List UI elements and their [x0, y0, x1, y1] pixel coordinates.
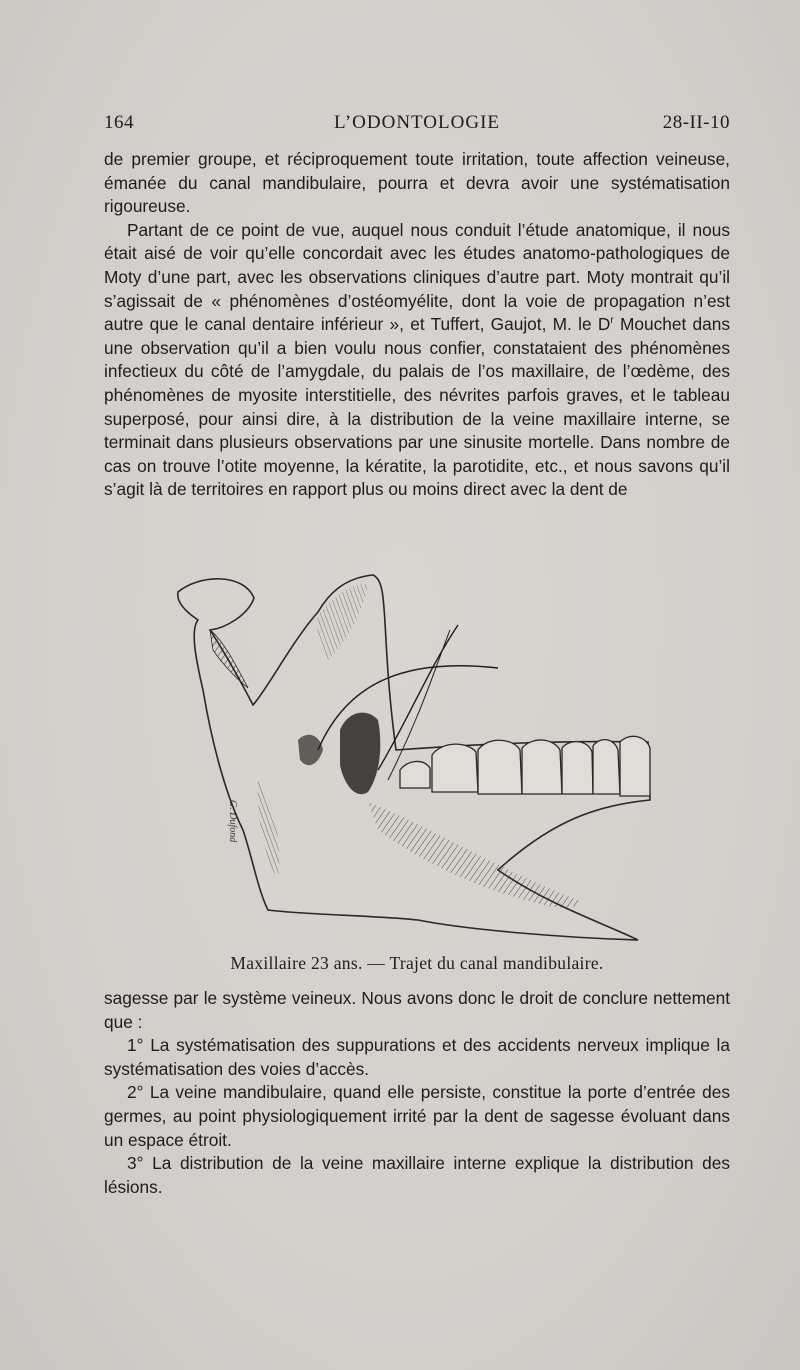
mandible-drawing — [168, 570, 668, 950]
paragraph-moty: Partant de ce point de vue, auquel nous conduit l’étude anatomique, il nous était aisé de voir qu’elle concordait avec les études anatomo-pathologiques de Moty d’une part, avec les observations cliniques d’autre part. Moty montrait qu’il s’agissait de « phénomènes d’ostéomyélite, dont la voie de propagation n’est autre que le canal dentaire inférieur », et Tuffert, Gaujot, M. le $D^r$ Mouchet dans une observation qu’il a bien voulu nous confier, constataient des phénomènes infectieux du côté de l’amygdale, du palais de l’os maxillaire, de l’œdème, des phénomènes de myosite interstitielle, des névrites parfois graves, et le tableau superposé, pour ainsi dire, à la distribution de la veine maxillaire interne, se terminait dans plusieurs observations par une sinusite mortelle. Dans nombre de cas on trouve l’otite moyenne, la kératite, la parotidite, etc., et nous savons qu’il s’agit là de territoires en rapport plus ou moins direct avec la dent de — [104, 219, 730, 500]
conclusion-item-3: 3° La distribution de la veine maxillaire interne explique la distribution des lésions. — [104, 1153, 730, 1197]
figure-caption: Maxillaire 23 ans. — Trajet du canal mandibulaire. — [230, 953, 604, 973]
teeth — [400, 736, 650, 796]
text-block-lower — [104, 987, 730, 1199]
page-number: 164 — [104, 112, 134, 133]
tooth — [593, 740, 620, 794]
tooth — [432, 744, 478, 792]
tooth — [522, 740, 562, 794]
tooth — [400, 761, 430, 788]
journal-title: L’ODONTOLOGIE — [333, 112, 501, 133]
running-header — [104, 112, 730, 138]
conclusion-item-1: 1° La systématisation des suppurations et des accidents nerveux implique la systématisation des voies d’accès. — [104, 1035, 730, 1079]
artist-signature: G. Dufond — [227, 800, 238, 843]
text-block-upper — [104, 148, 730, 502]
paragraph-continuation: de premier groupe, et réciproquement toute irritation, toute affection veineuse, émanée du canal mandibulaire, pourra et devra avoir une systématisation rigoureuse. — [104, 149, 730, 217]
tooth — [620, 736, 650, 796]
tooth — [562, 742, 593, 794]
tooth — [478, 740, 522, 794]
mandible-illustration — [168, 570, 668, 950]
paragraph-conclusion: sagesse par le système veineux. Nous avons donc le droit de conclure nettement que : — [104, 988, 730, 1032]
issue-date: 28-II-10 — [662, 112, 730, 133]
conclusion-item-2: 2° La veine mandibulaire, quand elle persiste, constitue la porte d’entrée des germes, au point physiologiquement irrité par la dent de sagesse évoluant dans un espace étroit. — [104, 1082, 730, 1150]
